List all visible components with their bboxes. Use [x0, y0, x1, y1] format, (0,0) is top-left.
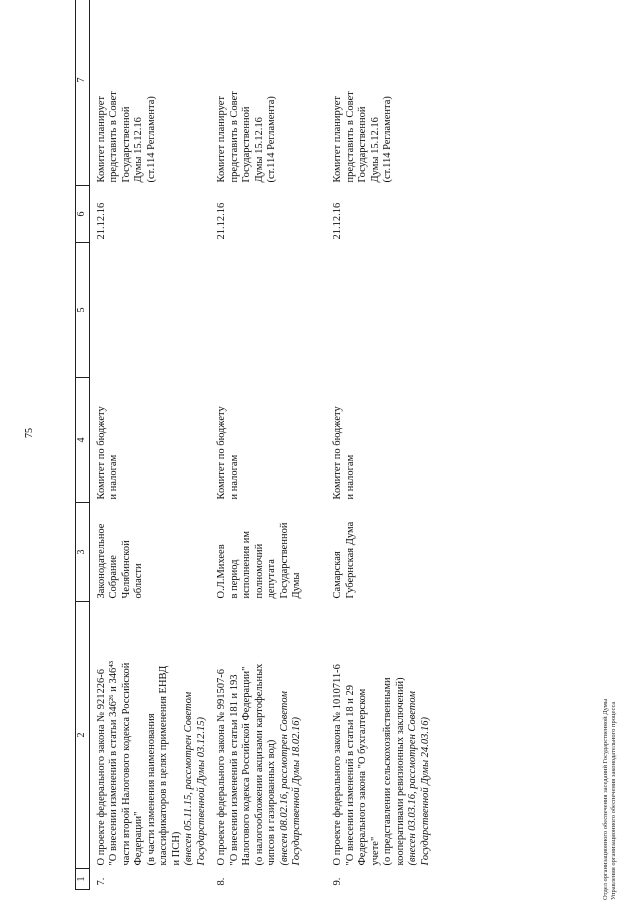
cell-line: Думы 15.12.16 [133, 117, 144, 183]
cell-line: Думы [291, 572, 302, 599]
header-row [76, 0, 90, 890]
cell-line: и налогам [228, 454, 240, 500]
responsible-committee [210, 378, 326, 503]
cell-line: классификаторов в целях применения ЕНВД [158, 665, 169, 866]
cell-line: Комитет планирует [216, 96, 227, 183]
cell-line: полномочий [253, 543, 265, 599]
bill-table-rotated [75, 10, 431, 890]
committee-plan [326, 0, 442, 186]
bill-table [75, 0, 442, 890]
cell-line: Комитет по бюджету [332, 406, 343, 500]
cell-line: части второй Налогового кодекса Российской [120, 662, 132, 866]
footer-line: Отдел организационного обеспечения заседаний Государственной Думы [602, 698, 609, 900]
cell-line: "О внесении изменений в статьи 346²⁶ и 346⁴³ [108, 660, 119, 866]
cell-line: (ст.114 Регламента) [145, 96, 157, 183]
bill-description [210, 602, 326, 869]
header-col-3: 3 [76, 503, 90, 602]
col5-cell [210, 243, 326, 378]
table-row [89, 0, 210, 890]
cell-line: (ст.114 Регламента) [382, 96, 393, 183]
header-col-5: 5 [76, 243, 90, 378]
cell-line: Собрание [108, 555, 119, 599]
cell-line: (внесен 05.11.15, рассмотрен Советом [183, 691, 194, 866]
cell-line: О проекте федерального закона № 1010711-6 [332, 664, 343, 866]
cell-line: Государственной Думы 03.12.15) [195, 717, 207, 866]
bill-description [326, 602, 442, 869]
cell-line: Самарская [332, 551, 343, 599]
footer [602, 699, 618, 900]
row-number: 7. [95, 877, 107, 886]
cell-line: (внесен 03.03.16, рассмотрен Советом [407, 691, 418, 866]
cell-line: и ПСН) [170, 831, 182, 866]
cell-line: Комитет по бюджету [95, 406, 107, 500]
cell-line: и налогам [108, 454, 119, 500]
table-row [326, 0, 442, 890]
header-col-1: 1 [76, 869, 90, 890]
footer-line: Управления организационного обеспечения законодательного процесса [610, 701, 617, 900]
header-col-2: 2 [76, 602, 90, 869]
cell-line: "О внесении изменений в статьи 18 и 29 [344, 685, 356, 866]
row-number: 8. [216, 877, 227, 886]
col5-cell [89, 243, 210, 378]
cell-line: Государственной [120, 106, 132, 183]
cell-line: Комитет по бюджету [216, 406, 227, 500]
cell-line: Думы 15.12.16 [369, 117, 381, 183]
cell-line: депутата [266, 559, 277, 599]
cell-line: Думы 15.12.16 [253, 117, 265, 183]
cell-line: Губернская Дума [344, 521, 356, 599]
col5-cell [326, 243, 442, 378]
bill-author [210, 503, 326, 602]
cell-line: представить в Совет [108, 91, 119, 183]
cell-line: Комитет планирует [332, 96, 343, 183]
header-col-4: 4 [76, 378, 90, 503]
cell-line: Государственной [278, 522, 290, 599]
cell-line: Государственной Думы 18.02.16) [291, 717, 302, 866]
cell-line: (о представлении сельскохозяйственными [382, 677, 393, 866]
cell-line: в период [228, 559, 240, 599]
cell-line: Федерации" [133, 811, 144, 866]
cell-line: и налогам [344, 454, 356, 500]
cell-line: исполнения им [241, 531, 252, 599]
cell-line: Законодательное [95, 523, 107, 599]
deadline-date: 21.12.16 [332, 202, 343, 240]
deadline-date: 21.12.16 [95, 202, 107, 240]
cell-line: Государственной Думы 24.03.16) [419, 717, 431, 866]
cell-line: О проекте федерального закона № 921226-6 [95, 668, 107, 866]
cell-line: "О внесении изменений в статьи 181 и 193 [228, 674, 240, 866]
bill-author [326, 503, 442, 602]
cell-line: чипсов и газированных вод) [266, 739, 277, 866]
cell-line: Комитет планирует [95, 96, 107, 183]
committee-plan [210, 0, 326, 186]
cell-line: представить в Совет [228, 91, 240, 183]
cell-line: Федерального закона "О бухгалтерском [357, 688, 368, 866]
table-row [210, 0, 326, 890]
cell-line: кооперативами ревизионных заключений) [394, 677, 406, 866]
cell-line: (о налогообложении акцизами картофельных [253, 663, 265, 866]
committee-plan [89, 0, 210, 186]
bill-author [89, 503, 210, 602]
responsible-committee [89, 378, 210, 503]
cell-line: представить в Совет [344, 91, 356, 183]
cell-line: (ст.114 Регламента) [266, 96, 277, 183]
header-col-6: 6 [76, 186, 90, 243]
cell-line: (в части изменения наименования [145, 713, 157, 866]
cell-line: Государственной [357, 106, 368, 183]
responsible-committee [326, 378, 442, 503]
cell-line: Челябинской области [120, 540, 144, 599]
cell-line: О.Л.Михеев [216, 544, 227, 599]
cell-line: учете" [369, 836, 381, 866]
cell-line: О проекте федерального закона № 991507-6 [216, 668, 227, 866]
cell-line: (внесен 08.02.16, рассмотрен Советом [278, 691, 290, 866]
header-col-7: 7 [76, 0, 90, 186]
cell-line: Налогового кодекса Российской Федерации" [241, 666, 252, 866]
cell-line: Государственной [241, 106, 252, 183]
bill-description [89, 602, 210, 869]
deadline-date: 21.12.16 [216, 202, 227, 240]
row-number: 9. [332, 877, 343, 886]
page-number: 75 [24, 428, 35, 438]
